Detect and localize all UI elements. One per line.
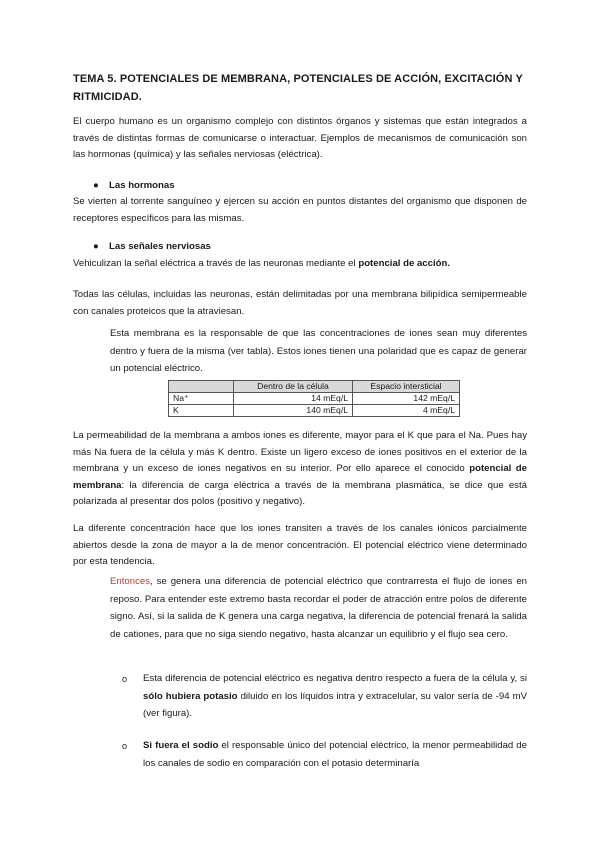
highlight-text: Entonces xyxy=(110,576,151,587)
text-span: , se genera una diferencia de potencial eléctrico que contrarresta el flujo de iones en reposo. Para entender este extremo basta recordar el poder de atracción entre polos de diferente signo. Así, si la salida de K genera una carga negativa, la diferencia de potencial frenará la salida de cationes, para que no siga siendo negativo, hasta alcanzar un equilibrio y el flujo sea cero. xyxy=(110,576,527,640)
text-span: : la diferencia de carga eléctrica a través de la membrana plasmática, se dice que está polarizada al presentar dos polos (positivo y negativo). xyxy=(73,479,527,508)
bullet-dot-icon: ● xyxy=(93,241,99,252)
text-span: el responsable único del potencial eléctrico, la menor permeabilidad de los canales de sodio en comparación con el potasio determinaría xyxy=(143,740,527,769)
table-row xyxy=(169,393,460,405)
table-header-cell: Espacio intersticial xyxy=(353,381,460,393)
bullet-heading: Las señales nerviosas xyxy=(109,241,211,252)
permeabilidad-paragraph xyxy=(73,428,527,511)
hormonas-paragraph: Se vierten al torrente sanguíneo y ejercen su acción en puntos distantes del organismo que disponen de receptores específicos para las mismas. xyxy=(73,196,527,224)
potasio-paragraph xyxy=(143,670,527,723)
table-cell: 142 mEq/L xyxy=(353,393,460,405)
bold-text: sólo hubiera potasio xyxy=(143,690,238,702)
page-title: TEMA 5. POTENCIALES DE MEMBRANA, POTENCIALES DE ACCIÓN, EXCITACIÓN Y RITMICIDAD. xyxy=(73,73,523,103)
membrana-paragraph: Esta membrana es la responsable de que las concentraciones de iones sean muy diferentes dentro y fuera de la misma (ver tabla). Estos iones tienen una polaridad que es capaz de generar un potencial eléctrico. xyxy=(110,328,527,375)
text-span: Vehiculizan la señal eléctrica a través de las neuronas mediante el xyxy=(73,258,359,269)
celulas-paragraph: Todas las células, incluidas las neuronas, están delimitadas por una membrana bilipídica semipermeable con canales proteicos que la atraviesan. xyxy=(73,289,527,317)
table-cell: Na⁺ xyxy=(169,393,234,405)
table-row xyxy=(169,405,460,417)
text-span: Esta diferencia de potencial eléctrico es negativa dentro respecto a fuera de la célula y, si xyxy=(143,673,527,684)
concentracion-paragraph: La diferente concentración hace que los iones transiten a través de los canales iónicos parcialmente abiertos desde la zona de mayor a la de menor concentración. El potencial eléctrico viene determinado por esta tendencia. xyxy=(73,523,527,568)
bullet-dot-icon: ● xyxy=(93,180,99,191)
table-cell: K xyxy=(169,405,234,417)
table-header-row xyxy=(169,381,460,393)
table-header-cell xyxy=(169,381,234,393)
senales-paragraph xyxy=(73,256,527,273)
circle-bullet-icon: o xyxy=(122,741,128,751)
table-header-cell: Dentro de la célula xyxy=(234,381,353,393)
intro-paragraph: El cuerpo humano es un organismo complejo con distintos órganos y sistemas que están integrados a través de distintas formas de comunicarse o interactuar. Ejemplos de mecanismos de comunicación son las hormonas (química) y las señales nerviosas (eléctrica). xyxy=(73,116,527,161)
bold-text: potencial de membrana xyxy=(73,463,528,491)
sodio-paragraph xyxy=(143,737,527,772)
bullet-heading: Las hormonas xyxy=(109,180,175,191)
text-span: diluido en los líquidos intra y extracelular, su valor sería de -94 mV (ver figura). xyxy=(143,690,527,720)
circle-bullet-icon: o xyxy=(122,674,128,684)
text-span: La permeabilidad de la membrana a ambos iones es diferente, mayor para el K que para el Na. Pues hay más Na fuera de la célula y más K dentro. Existe un ligero exceso de iones positivos en el exterior de la membrana y un exceso de iones negativos en su interior. Por ello aparece el conocido xyxy=(73,430,527,475)
table-cell: 4 mEq/L xyxy=(353,405,460,417)
table-cell: 14 mEq/L xyxy=(234,393,353,405)
entonces-paragraph xyxy=(110,573,527,643)
table-cell: 140 mEq/L xyxy=(234,405,353,417)
ion-concentration-table xyxy=(168,380,460,417)
bullet-hormonas xyxy=(93,180,175,191)
bullet-senales xyxy=(93,241,211,252)
bold-text: potencial de acción. xyxy=(358,258,451,269)
bold-text: Si fuera el sodio xyxy=(143,740,219,751)
